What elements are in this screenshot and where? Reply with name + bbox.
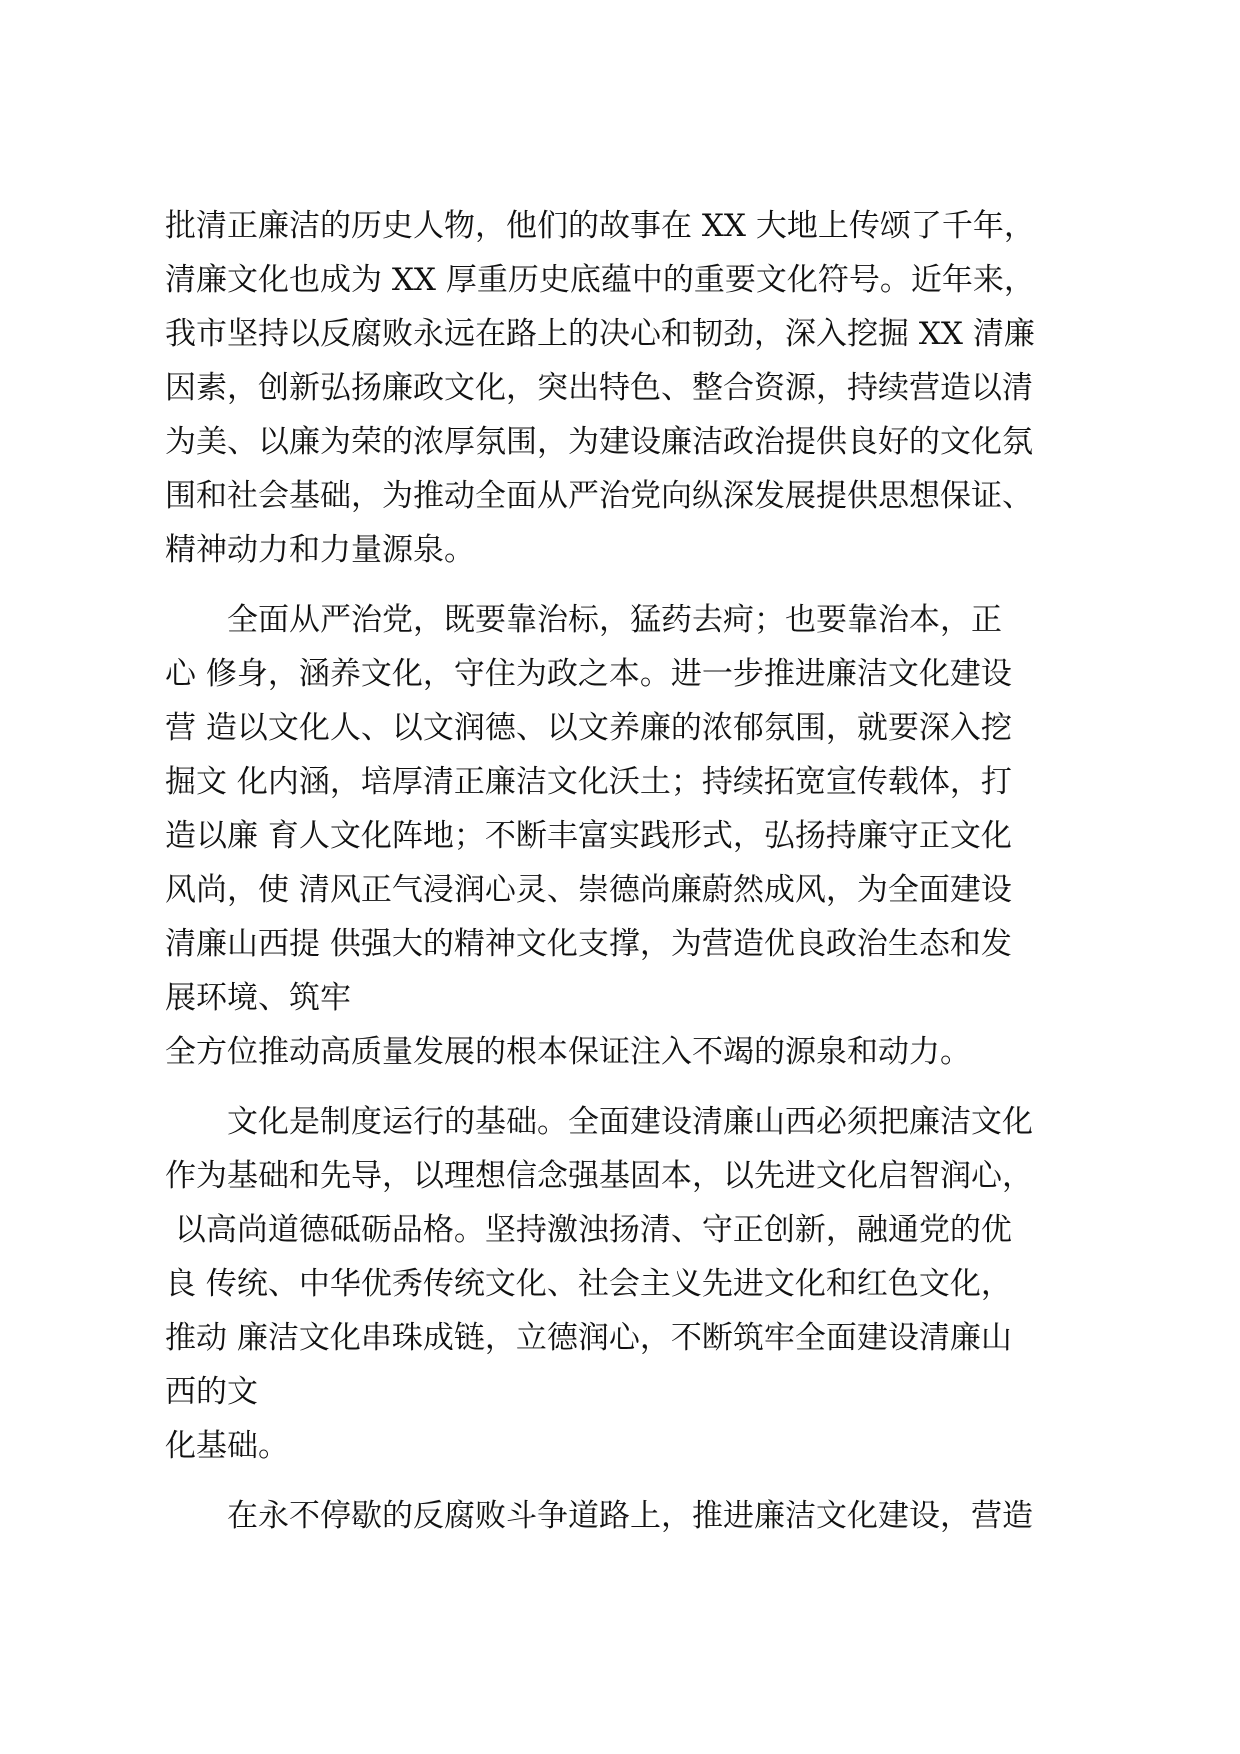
text-line: 西的文 (165, 1374, 258, 1410)
text-line: 风尚，使 清风正气浸润心灵、崇德尚廉蔚然成风，为全面建设 (165, 872, 1012, 908)
text-line: 掘文 化内涵，培厚清正廉洁文化沃土；持续拓宽宣传载体，打 (165, 764, 1012, 800)
text-line: 清廉文化也成为 XX 厚重历史底蕴中的重要文化符号。近年来， (165, 262, 1035, 298)
text-line: 为美、以廉为荣的浓厚氛围，为建设廉洁政治提供良好的文化氛 (165, 424, 1033, 460)
text-line: 以高尚道德砥砺品格。坚持激浊扬清、守正创新，融通党的优 (165, 1212, 1012, 1248)
paragraph-gap (165, 577, 1085, 593)
text-line: 我市坚持以反腐败永远在路上的决心和韧劲，深入挖掘 XX 清廉 (165, 316, 1035, 352)
text-line: 文化是制度运行的基础。全面建设清廉山西必须把廉洁文化 (165, 1104, 1033, 1140)
text-line: 批清正廉洁的历史人物，他们的故事在 XX 大地上传颂了千年， (165, 208, 1035, 244)
text-line: 推动 廉洁文化串珠成链，立德润心，不断筑牢全面建设清廉山 (165, 1320, 1012, 1356)
text-line: 全方位推动高质量发展的根本保证注入不竭的源泉和动力。 (165, 1034, 971, 1070)
document-body (165, 199, 1085, 1543)
text-line: 在永不停歇的反腐败斗争道路上，推进廉洁文化建设，营造 (165, 1498, 1033, 1534)
paragraph-gap (165, 1079, 1085, 1095)
text-line: 化基础。 (165, 1428, 289, 1464)
text-line: 围和社会基础，为推动全面从严治党向纵深发展提供思想保证、 (165, 478, 1033, 514)
text-line: 造以廉 育人文化阵地；不断丰富实践形式，弘扬持廉守正文化 (165, 818, 1012, 854)
paragraph-gap (165, 1473, 1085, 1489)
text-line: 良 传统、中华优秀传统文化、社会主义先进文化和红色文化， (165, 1266, 1012, 1302)
text-line: 营 造以文化人、以文润德、以文养廉的浓郁氛围，就要深入挖 (165, 710, 1012, 746)
text-line: 展环境、筑牢 (165, 980, 351, 1016)
text-line: 作为基础和先导，以理想信念强基固本，以先进文化启智润心， (165, 1158, 1033, 1194)
text-line: 精神动力和力量源泉。 (165, 532, 475, 568)
text-line: 因素，创新弘扬廉政文化，突出特色、整合资源，持续营造以清 (165, 370, 1033, 406)
text-line: 全面从严治党，既要靠治标，猛药去疴；也要靠治本，正 (165, 602, 1002, 638)
text-line: 心 修身，涵养文化，守住为政之本。进一步推进廉洁文化建设 (165, 656, 1012, 692)
text-line: 清廉山西提 供强大的精神文化支撑，为营造优良政治生态和发 (165, 926, 1012, 962)
